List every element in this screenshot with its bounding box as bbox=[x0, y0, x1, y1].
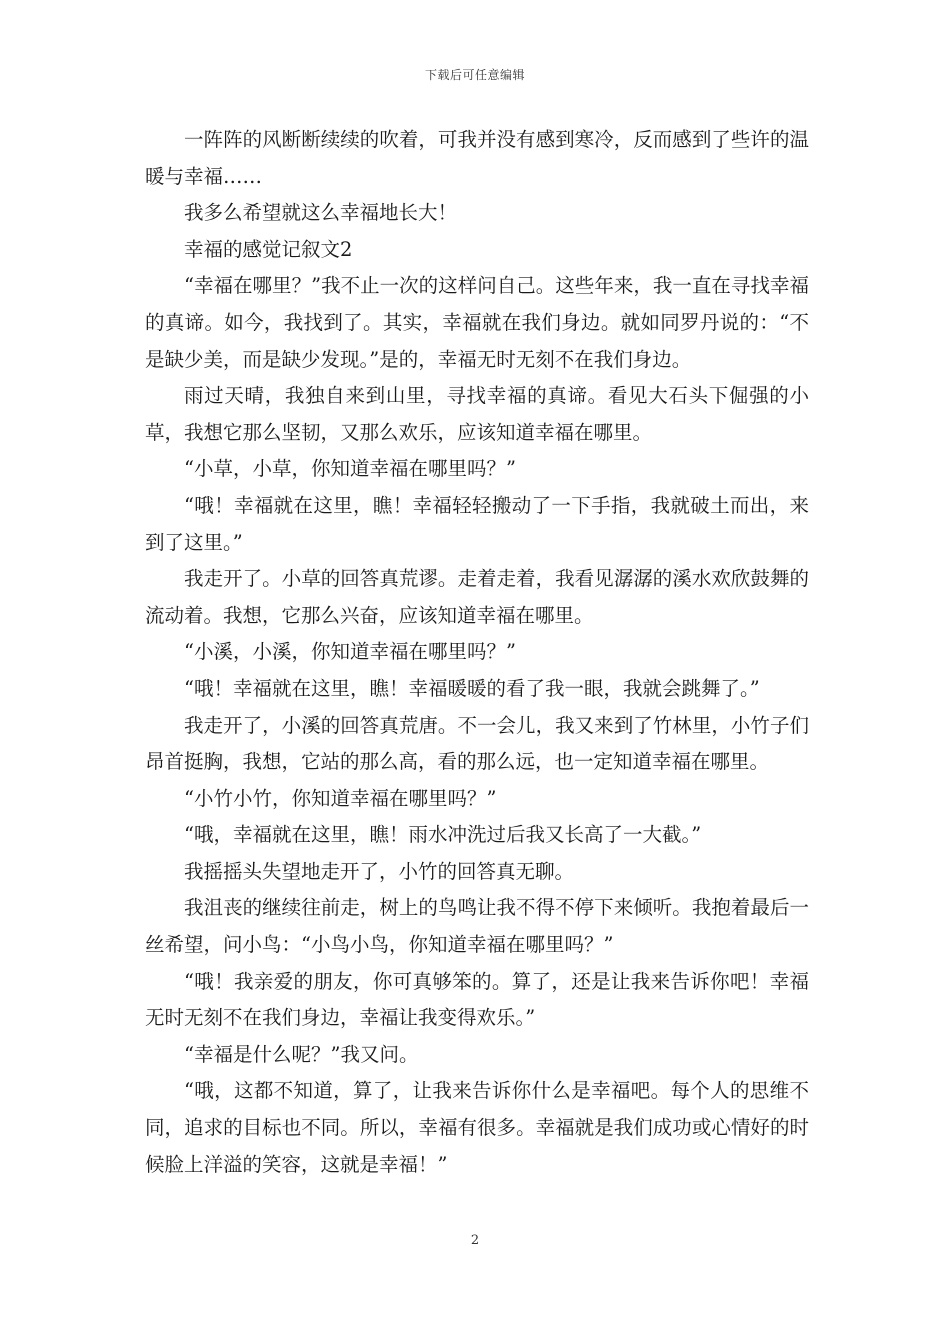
paragraph: 我多么希望就这么幸福地长大！ bbox=[184, 201, 458, 225]
paragraph: “哦，这都不知道，算了，让我来告诉你什么是幸福吧。每个人的思维不同，追求的目标也不同。所以，幸福有很多。幸福就是我们成功或心情好的时候脸上洋溢的笑容，这就是幸福！” bbox=[145, 1079, 809, 1176]
paragraph: “哦，幸福就在这里，瞧！雨水冲洗过后我又长高了一大截。” bbox=[184, 823, 702, 847]
paragraph: 我走开了，小溪的回答真荒唐。不一会儿，我又来到了竹林里，小竹子们昂首挺胸，我想，它站的那么高，看的那么远，也一定知道幸福在哪里。 bbox=[145, 713, 809, 774]
paragraph: “幸福是什么呢？”我又问。 bbox=[184, 1042, 419, 1066]
paragraph: “小溪，小溪，你知道幸福在哪里吗？” bbox=[184, 640, 516, 664]
paragraph: “小竹小竹，你知道幸福在哪里吗？” bbox=[184, 786, 497, 810]
paragraph: 我沮丧的继续往前走，树上的鸟鸣让我不得不停下来倾听。我抱着最后一丝希望，问小鸟：“小鸟小鸟，你知道幸福在哪里吗？” bbox=[145, 896, 809, 957]
paragraph: 一阵阵的风断断续续的吹着，可我并没有感到寒冷，反而感到了些许的温暖与幸福…… bbox=[145, 128, 809, 188]
paragraph: “哦！幸福就在这里，瞧！幸福轻轻搬动了一下手指，我就破土而出，来到了这里。” bbox=[145, 493, 809, 554]
paragraph: 雨过天晴，我独自来到山里，寻找幸福的真谛。看见大石头下倔强的小草，我想它那么坚韧，又那么欢乐，应该知道幸福在哪里。 bbox=[145, 384, 809, 444]
paragraph: “哦！我亲爱的朋友，你可真够笨的。算了，还是让我来告诉你吧！幸福无时无刻不在我们身边，幸福让我变得欢乐。” bbox=[145, 969, 809, 1030]
paragraph: “幸福在哪里？”我不止一次的这样问自己。这些年来，我一直在寻找幸福的真谛。如今，我找到了。其实，幸福就在我们身边。就如同罗丹说的：“不是缺少美，而是缺少发现。”是的，幸福无时无刻不在我们身边。 bbox=[145, 274, 809, 371]
paragraph: “哦！幸福就在这里，瞧！幸福暖暖的看了我一眼，我就会跳舞了。” bbox=[184, 676, 760, 700]
document-body bbox=[145, 122, 809, 1183]
paragraph: 我摇摇头失望地走开了，小竹的回答真无聊。 bbox=[184, 859, 575, 883]
page-header: 下载后可任意编辑 bbox=[424, 68, 525, 82]
paragraph: “小草，小草，你知道幸福在哪里吗？” bbox=[184, 457, 516, 481]
section-heading: 幸福的感觉记叙文2 bbox=[184, 237, 353, 261]
paragraph: 我走开了。小草的回答真荒谬。走着走着，我看见潺潺的溪水欢欣鼓舞的流动着。我想，它那么兴奋，应该知道幸福在哪里。 bbox=[145, 567, 809, 627]
page-number: 2 bbox=[470, 1233, 480, 1248]
